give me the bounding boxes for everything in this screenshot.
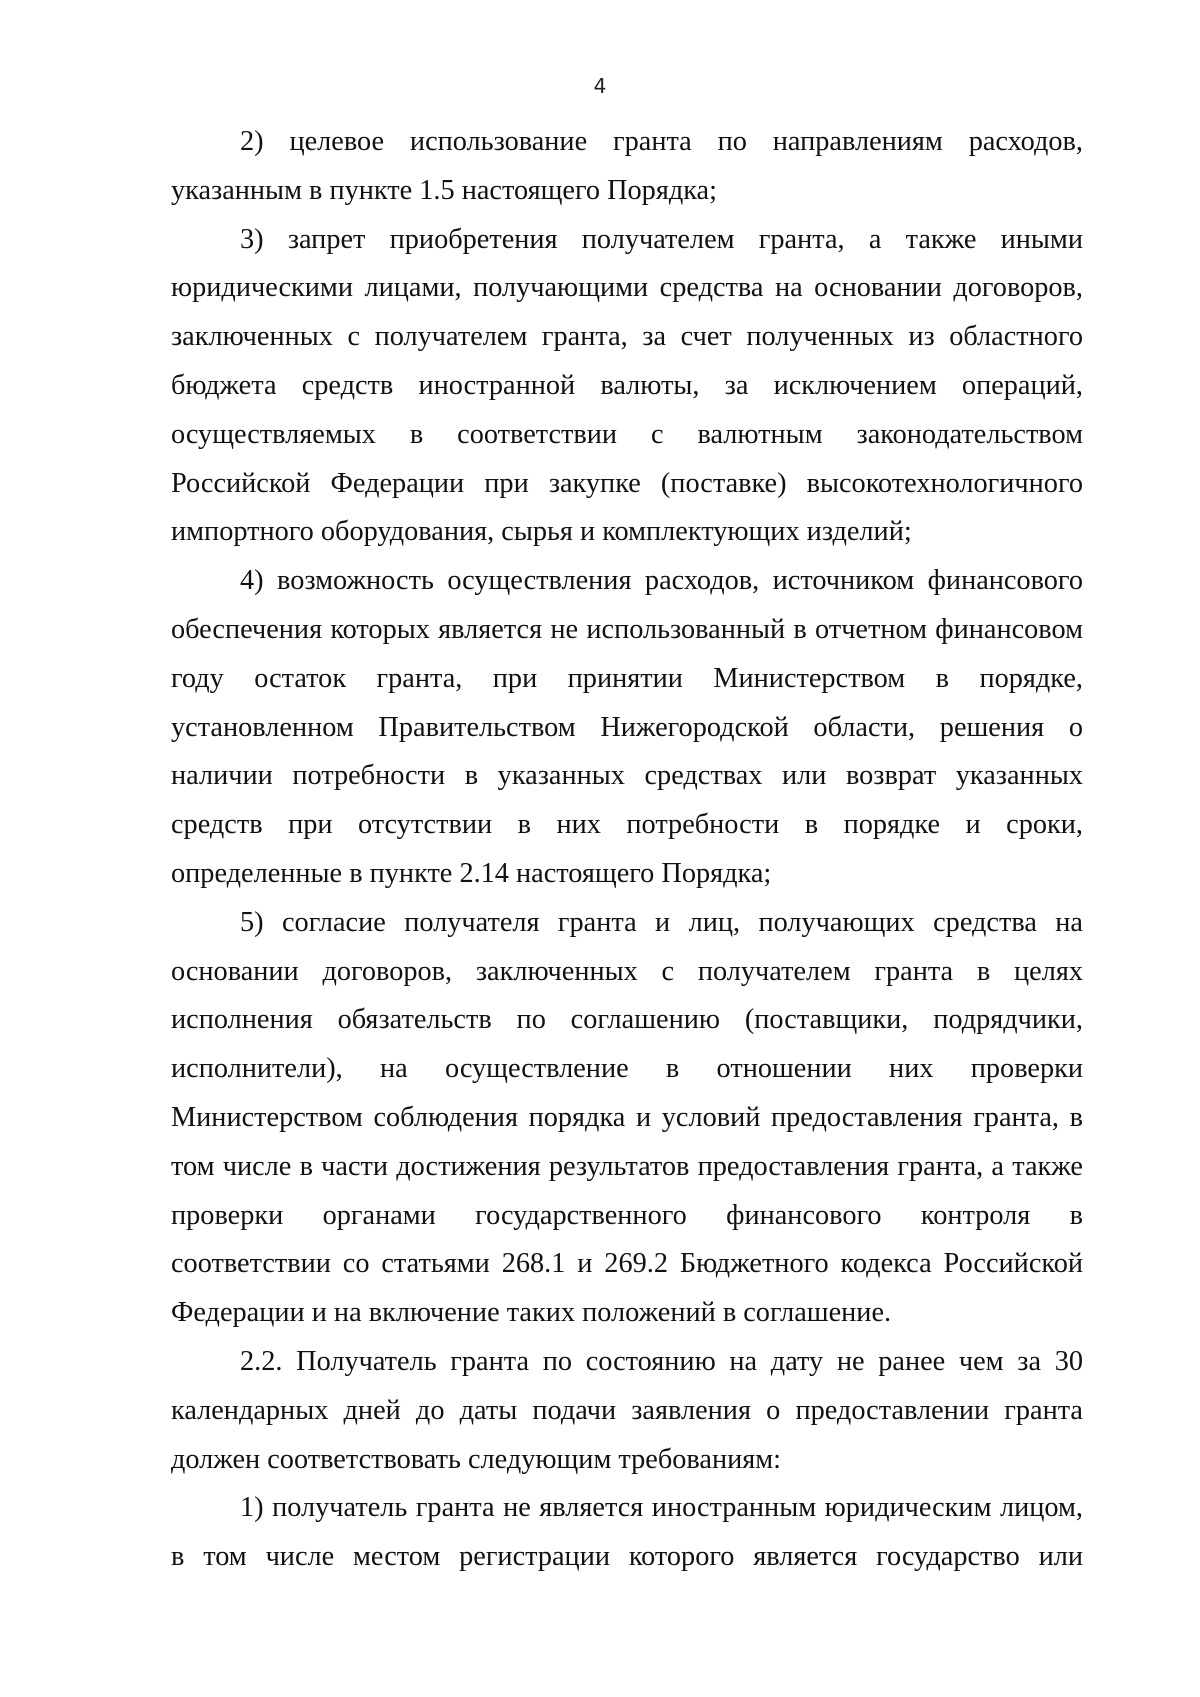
document-body: [171, 118, 1083, 1582]
paragraph-item-2: 2) целевое использование гранта по направлениям расходов, указанным в пункте 1.5 настоящего Порядка;: [171, 126, 1083, 206]
paragraph-item-4: 4) возможность осуществления расходов, источником финансового обеспечения которых является не использованный в отчетном финансовом году остаток гранта, при принятии Министерством в порядке, установленном Правительством Нижегородской области, решения о наличии потребности в указанных средствах или возврат указанных средств при отсутствии в них потребности в порядке и сроки, определенные в пункте 2.14 настоящего Порядка;: [171, 565, 1083, 889]
paragraph-section-2-2: 2.2. Получатель гранта по состоянию на дату не ранее чем за 30 календарных дней до даты подачи заявления о предоставлении гранта должен соответствовать следующим требованиям:: [171, 1345, 1083, 1475]
paragraph-item-1: 1) получатель гранта не является иностранным юридическим лицом, в том числе местом регистрации которого является государство или: [171, 1492, 1083, 1573]
page-number: 4: [593, 74, 607, 98]
paragraph-item-5: 5) согласие получателя гранта и лиц, получающих средства на основании договоров, заключенных с получателем гранта в целях исполнения обязательств по соглашению (поставщики, подрядчики, исполнители), на осуществление в отношении них проверки Министерством соблюдения порядка и условий предоставления гранта, в том числе в части достижения результатов предоставления гранта, а также проверки органами государственного финансового контроля в соответствии со статьями 268.1 и 269.2 Бюджетного кодекса Российской Федерации и на включение таких положений в соглашение.: [171, 906, 1083, 1329]
paragraph-item-3: 3) запрет приобретения получателем гранта, а также иными юридическими лицами, получающими средства на основании договоров, заключенных с получателем гранта, за счет полученных из областного бюджета средств иностранной валюты, за исключением операций, осуществляемых в соответствии с валютным законодательством Российской Федерации при закупке (поставке) высокотехнологичного импортного оборудования, сырья и комплектующих изделий;: [171, 223, 1083, 548]
